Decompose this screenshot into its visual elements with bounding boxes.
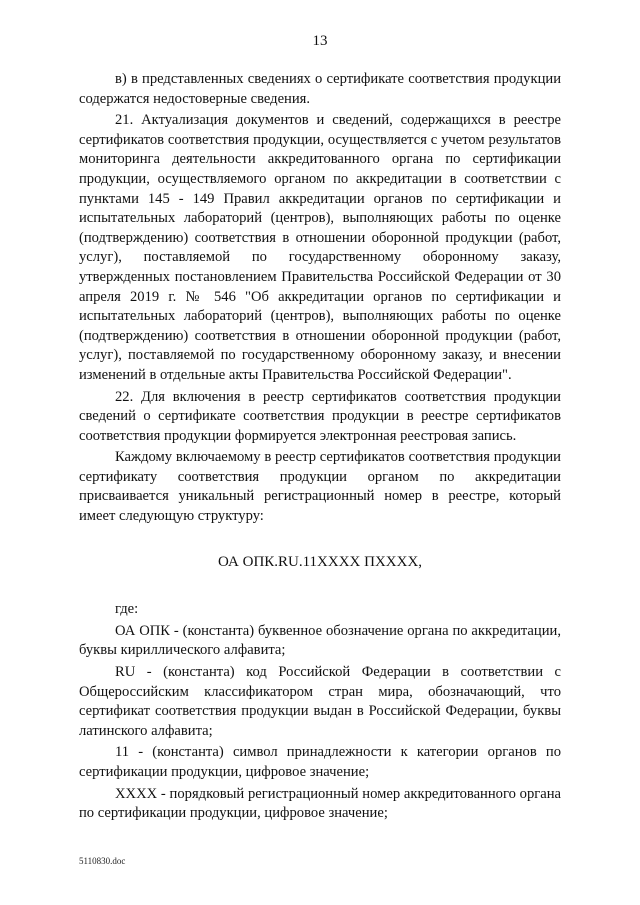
page-number: 13 <box>312 33 328 49</box>
definition-ru: RU - (константа) код Российской Федерации в соответствии с Общероссийским классификатором стран мира, обозначающий, что сертификат соответствия продукции выдан в Российской Федерации, буквы латинского алфавита; <box>79 664 561 739</box>
registration-number-template: ОА ОПК.RU.11ХХХХ ПХХХХ, <box>217 553 423 570</box>
paragraph-registration-structure: Каждому включаемому в реестр сертификатов соответствия продукции сертификату соответствия продукции органом по аккредитации присваивается уникальный регистрационный номер в реестре, который имеет следующую структуру: <box>79 449 561 525</box>
paragraph-item-v: в) в представленных сведениях о сертификате соответствия продукции содержатся недостоверные сведения. <box>79 71 561 107</box>
definition-oa-opk: ОА ОПК - (константа) буквенное обозначение органа по аккредитации, буквы кириллического алфавита; <box>79 622 561 659</box>
paragraph-22: 22. Для включения в реестр сертификатов соответствия продукции сведений о сертификате соответствия продукции в реестре сертификатов соответствия продукции формируется электронная реестровая запись. <box>79 388 561 444</box>
footer-doc-id: 5110830.doc <box>79 856 126 866</box>
definition-xxxx: ХХХХ - порядковый регистрационный номер аккредитованного органа по сертификации продукции, цифровое значение; <box>79 785 561 822</box>
paragraph-21: 21. Актуализация документов и сведений, содержащихся в реестре сертификатов соответствия продукции, осуществляется с учетом результатов мониторинга деятельности аккредитованного органа по сертификации продукции, осуществляемого органом по аккредитации в соответствии с пунктами 145 - 149 Правил аккредитации органов по сертификации и испытательных лабораторий (центров), выполняющих работы по оценке (подтверждению) соответствия в отношении оборонной продукции (работ, услуг), поставляемой по государственному оборонному заказу, утвержденных постановлением Правительства Российской Федерации от 30 апреля 2019 г. № 546 "Об аккредитации органов по сертификации и испытательных лабораторий (центров), выполняющих работы по оценке (подтверждению) соответствия в отношении оборонной продукции (работ, услуг), поставляемой по государственному оборонному заказу, и внесении изменений в отдельные акты Правительства Российской Федерации". <box>79 112 561 383</box>
where-label: где: <box>115 601 139 618</box>
definition-11: 11 - (константа) символ принадлежности к категории органов по сертификации продукции, цифровое значение; <box>79 744 561 780</box>
document-body <box>79 70 561 826</box>
